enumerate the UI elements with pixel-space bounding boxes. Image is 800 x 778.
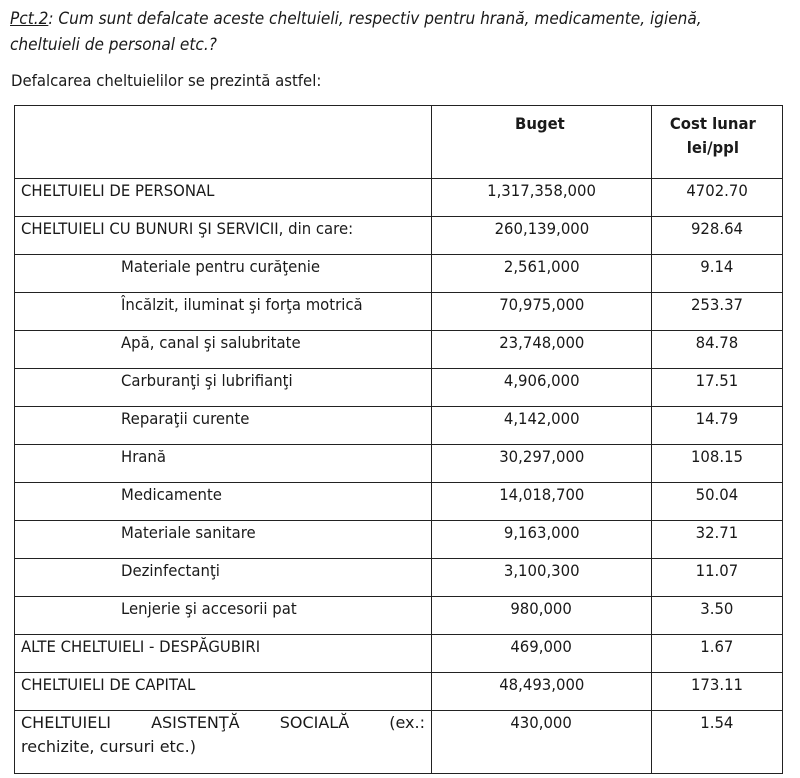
row-cost: 1.67 <box>652 635 783 673</box>
question-heading <box>10 6 740 58</box>
row-label: CHELTUIELI DE PERSONAL <box>15 179 432 217</box>
row-cost: 84.78 <box>652 331 783 369</box>
row-label <box>15 711 432 774</box>
table-row <box>15 407 783 445</box>
row-budget: 4,906,000 <box>432 369 652 407</box>
row-cost: 32.71 <box>652 521 783 559</box>
row-budget: 4,142,000 <box>432 407 652 445</box>
row-cost: 17.51 <box>652 369 783 407</box>
row-label: Lenjerie şi accesorii pat <box>15 597 432 635</box>
row-budget: 48,493,000 <box>432 673 652 711</box>
row-budget: 14,018,700 <box>432 483 652 521</box>
row-label: Materiale sanitare <box>15 521 432 559</box>
row-label: Materiale pentru curăţenie <box>15 255 432 293</box>
row-budget: 23,748,000 <box>432 331 652 369</box>
table-row <box>15 445 783 483</box>
table-row <box>15 293 783 331</box>
row-budget: 9,163,000 <box>432 521 652 559</box>
row-budget: 980,000 <box>432 597 652 635</box>
question-text: : Cum sunt defalcate aceste cheltuieli, respectiv pentru hrană, medicamente, igienă, cheltuieli de personal etc.? <box>10 9 702 54</box>
question-prefix: Pct.2 <box>10 9 49 28</box>
table-row <box>15 559 783 597</box>
row-cost: 1.54 <box>652 711 783 774</box>
row-budget: 3,100,300 <box>432 559 652 597</box>
row-cost: 108.15 <box>652 445 783 483</box>
header-label <box>15 106 432 179</box>
intro-text: Defalcarea cheltuielilor se prezintă astfel: <box>11 71 322 90</box>
row-label: CHELTUIELI CU BUNURI ŞI SERVICII, din care: <box>15 217 432 255</box>
header-budget: Buget <box>432 106 652 179</box>
row-budget: 430,000 <box>432 711 652 774</box>
row-cost: 3.50 <box>652 597 783 635</box>
table-row <box>15 255 783 293</box>
table-row <box>15 711 783 774</box>
row-label: Reparaţii curente <box>15 407 432 445</box>
table-header-row <box>15 106 783 179</box>
row-label-line1: CHELTUIELI ASISTENŢĂ SOCIALĂ (ex.: <box>21 713 425 732</box>
row-cost: 14.79 <box>652 407 783 445</box>
row-budget: 469,000 <box>432 635 652 673</box>
table-row <box>15 673 783 711</box>
row-cost: 11.07 <box>652 559 783 597</box>
table-row <box>15 217 783 255</box>
table-row <box>15 331 783 369</box>
row-budget: 1,317,358,000 <box>432 179 652 217</box>
table-row <box>15 521 783 559</box>
row-budget: 30,297,000 <box>432 445 652 483</box>
row-cost: 173.11 <box>652 673 783 711</box>
row-label: ALTE CHELTUIELI - DESPĂGUBIRI <box>15 635 432 673</box>
row-label: Încălzit, iluminat şi forţa motrică <box>15 293 432 331</box>
table-row <box>15 597 783 635</box>
row-label-line2: rechizite, cursuri etc.) <box>21 737 196 756</box>
row-label: Medicamente <box>15 483 432 521</box>
table-row <box>15 179 783 217</box>
row-label: Carburanţi şi lubrifianţi <box>15 369 432 407</box>
row-budget: 260,139,000 <box>432 217 652 255</box>
row-label: Dezinfectanţi <box>15 559 432 597</box>
table-row <box>15 635 783 673</box>
row-cost: 4702.70 <box>652 179 783 217</box>
row-cost: 253.37 <box>652 293 783 331</box>
row-label: CHELTUIELI DE CAPITAL <box>15 673 432 711</box>
table-row <box>15 369 783 407</box>
row-budget: 70,975,000 <box>432 293 652 331</box>
row-cost: 50.04 <box>652 483 783 521</box>
row-label: Apă, canal şi salubritate <box>15 331 432 369</box>
row-cost: 9.14 <box>652 255 783 293</box>
row-budget: 2,561,000 <box>432 255 652 293</box>
row-cost: 928.64 <box>652 217 783 255</box>
expense-breakdown-table <box>14 105 783 774</box>
row-label: Hrană <box>15 445 432 483</box>
table-row <box>15 483 783 521</box>
header-cost: Cost lunar lei/ppl <box>652 106 783 179</box>
